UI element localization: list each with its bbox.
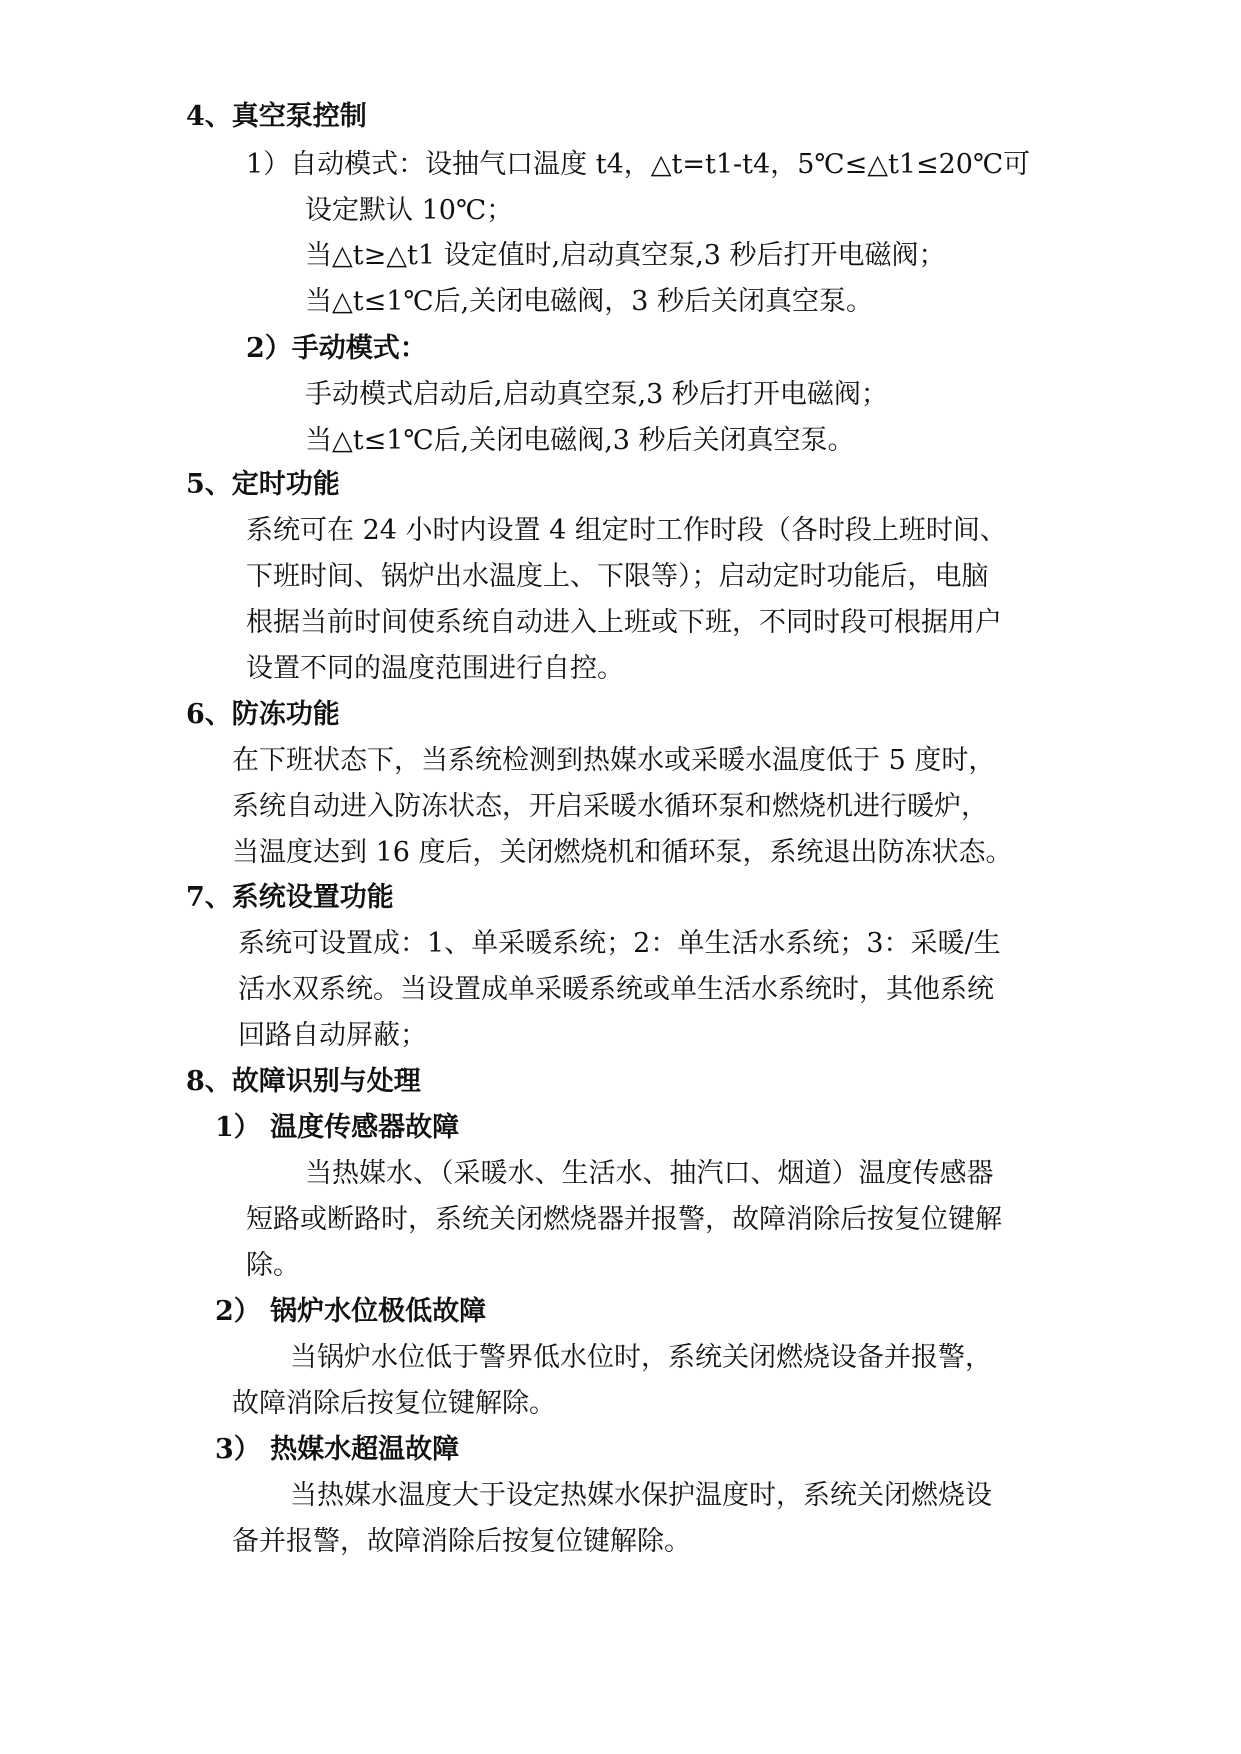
section-4-manual-line-2: 当△t≤1℃后,关闭电磁阀,3 秒后关闭真空泵。	[305, 425, 855, 456]
section-7-line-2: 活水双系统。当设置成单采暖系统或单生活水系统时，其他系统	[238, 974, 994, 1005]
section-4-heading: 4、真空泵控制	[186, 101, 367, 132]
section-4-auto-line-2: 设定默认 10℃；	[305, 195, 514, 226]
fault-1-line-3: 除。	[246, 1250, 300, 1281]
fault-3-line-2: 备并报警，故障消除后按复位键解除。	[232, 1526, 691, 1557]
fault-1-line-2: 短路或断路时，系统关闭燃烧器并报警，故障消除后按复位键解	[246, 1204, 1002, 1235]
section-6-line-1: 在下班状态下，当系统检测到热媒水或采暖水温度低于 5 度时，	[232, 745, 996, 776]
section-4-auto-line-1: 1）自动模式：设抽气口温度 t4，△t=t1-t4，5℃≤△t1≤20℃可	[246, 149, 1031, 180]
section-5-heading: 5、定时功能	[186, 469, 340, 500]
section-6-heading: 6、防冻功能	[186, 699, 340, 730]
section-6-line-2: 系统自动进入防冻状态，开启采暖水循环泵和燃烧机进行暖炉，	[232, 791, 988, 822]
section-4-manual-line-1: 手动模式启动后,启动真空泵,3 秒后打开电磁阀；	[305, 379, 888, 410]
section-8-heading: 8、故障识别与处理	[186, 1066, 421, 1097]
section-5-line-4: 设置不同的温度范围进行自控。	[246, 653, 624, 684]
fault-3-heading: 3） 热媒水超温故障	[215, 1434, 460, 1465]
section-4-auto-line-3: 当△t≥△t1 设定值时,启动真空泵,3 秒后打开电磁阀；	[305, 240, 946, 271]
fault-3-line-1: 当热媒水温度大于设定热媒水保护温度时，系统关闭燃烧设	[290, 1480, 992, 1511]
section-7-heading: 7、系统设置功能	[186, 882, 394, 913]
fault-1-line-1: 当热媒水、（采暖水、生活水、抽汽口、烟道）温度传感器	[305, 1158, 994, 1189]
section-5-line-3: 根据当前时间使系统自动进入上班或下班，不同时段可根据用户	[246, 607, 1002, 638]
section-5-line-2: 下班时间、锅炉出水温度上、下限等）；启动定时功能后，电脑	[246, 561, 989, 592]
fault-2-line-2: 故障消除后按复位键解除。	[232, 1388, 556, 1419]
fault-2-heading: 2） 锅炉水位极低故障	[215, 1296, 487, 1327]
section-7-line-3: 回路自动屏蔽；	[238, 1020, 427, 1051]
section-6-line-3: 当温度达到 16 度后，关闭燃烧机和循环泵，系统退出防冻状态。	[232, 837, 1013, 868]
section-5-line-1: 系统可在 24 小时内设置 4 组定时工作时段（各时段上班时间、	[246, 515, 1007, 546]
fault-2-line-1: 当锅炉水位低于警界低水位时，系统关闭燃烧设备并报警，	[290, 1342, 992, 1373]
section-4-manual-heading: 2）手动模式：	[246, 333, 427, 364]
section-4-auto-line-4: 当△t≤1℃后,关闭电磁阀，3 秒后关闭真空泵。	[305, 286, 873, 317]
section-7-line-1: 系统可设置成：1、单采暖系统；2：单生活水系统；3：采暖/生	[238, 928, 1001, 959]
fault-1-heading: 1） 温度传感器故障	[215, 1112, 460, 1143]
